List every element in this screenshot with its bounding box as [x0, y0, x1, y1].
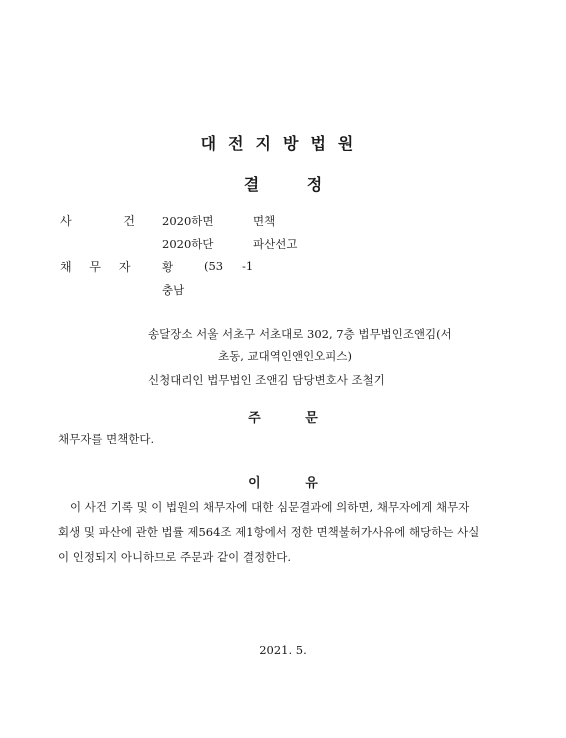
reason-line: 이 사건 기록 및 이 법원의 채무자에 대한 심문결과에 의하면, 채무자에게 채무자	[70, 500, 470, 514]
service-address-line: 송달장소 서울 서초구 서초대로 302, 7층 법무법인조앤김(서	[148, 327, 452, 341]
case-label: 사 건	[60, 214, 135, 228]
case-number: 2020하면	[162, 214, 214, 228]
reason-heading: 이 유	[248, 476, 318, 491]
decision-date: 2021. 5.	[259, 643, 307, 657]
document-type-title: 결 정	[243, 175, 323, 194]
case-number: 2020하단	[162, 237, 214, 251]
service-address-line: 초동, 교대역인앤인오피스)	[218, 349, 352, 363]
order-heading: 주 문	[248, 411, 318, 426]
reason-line: 이 인정되지 아니하므로 주문과 같이 결정한다.	[58, 550, 292, 564]
debtor-address: 충남	[162, 283, 185, 297]
debtor-label: 채 무 자	[60, 260, 131, 274]
order-text: 채무자를 면책한다.	[58, 432, 155, 446]
reason-text	[58, 495, 506, 570]
case-name: 파산선고	[253, 237, 298, 251]
applicant-agent: 신청대리인 법무법인 조앤김 담당변호사 조철기	[148, 373, 385, 387]
case-name: 면책	[253, 214, 276, 228]
reason-line: 회생 및 파산에 관한 법률 제564조 제1항에서 정한 면책불허가사유에 해당하는 사실	[58, 525, 480, 539]
debtor-id-part: -1	[242, 259, 254, 273]
court-name-title: 대전지방법원	[200, 134, 366, 153]
debtor-id-part: (53	[204, 259, 224, 273]
debtor-name: 황	[162, 260, 174, 274]
